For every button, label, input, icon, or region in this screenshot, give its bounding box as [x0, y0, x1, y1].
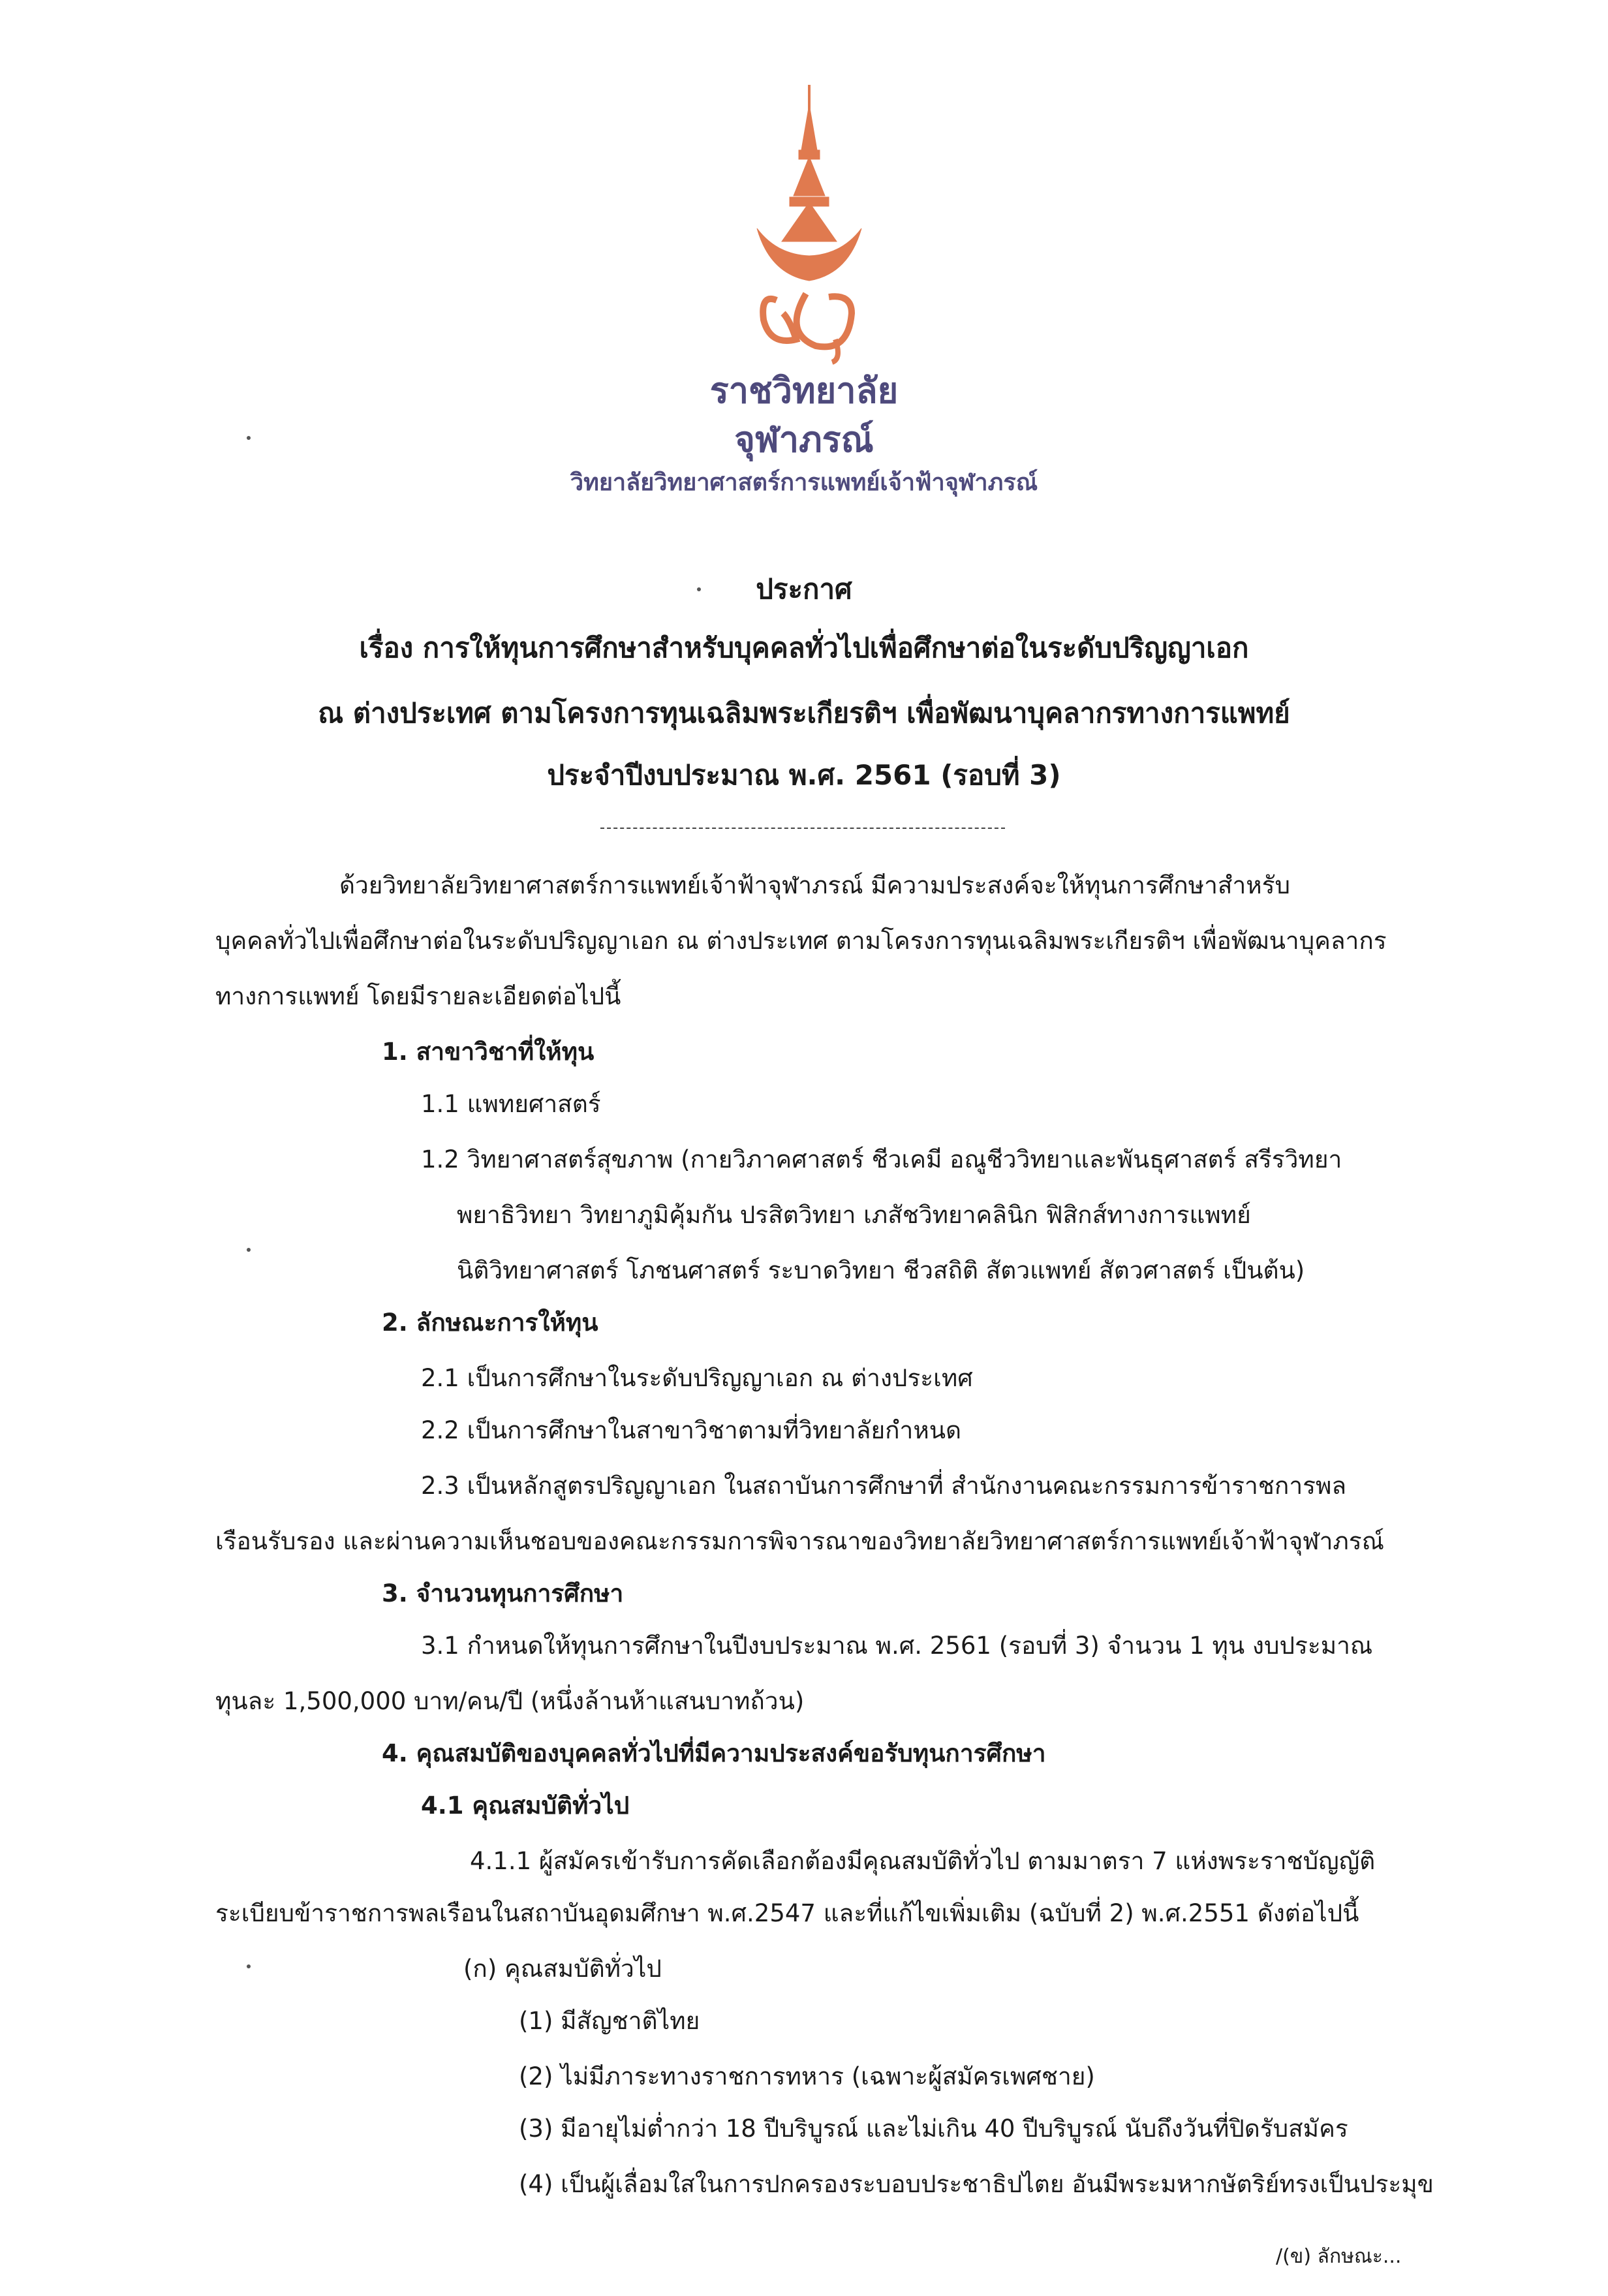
announcement-subject-line2: ณ ต่างประเทศ ตามโครงการทุนเฉลิมพระเกียรติฯ เพื่อพัฒนาบุคลากรทางการแพทย์	[318, 697, 1290, 729]
section2-item3-line1: 2.3 เป็นหลักสูตรปริญญาเอก ในสถาบันการศึกษาที่ สำนักงานคณะกรรมการข้าราชการพล	[421, 1472, 1347, 1500]
qualification-item1: (1) มีสัญชาติไทย	[519, 2007, 700, 2035]
section3-item1-line2: ทุนละ 1,500,000 บาท/คน/ปี (หนึ่งล้านห้าแสนบาทถ้วน)	[215, 1687, 805, 1715]
qualification-group-a: (ก) คุณสมบัติทั่วไป	[463, 1955, 662, 1983]
section1-item2-line1: 1.2 วิทยาศาสตร์สุขภาพ (กายวิภาคศาสตร์ ชีวเคมี อณูชีววิทยาและพันธุศาสตร์ สรีรวิทยา	[421, 1145, 1342, 1173]
scan-speck	[247, 1248, 251, 1252]
section3-title: 3. จำนวนทุนการศึกษา	[382, 1579, 624, 1607]
section1-item2-line3: นิติวิทยาศาสตร์ โภชนศาสตร์ ระบาดวิทยา ชีวสถิติ สัตวแพทย์ สัตวศาสตร์ เป็นต้น)	[457, 1256, 1305, 1284]
institution-name-line2: จุฬาภรณ์	[734, 419, 874, 460]
separator	[600, 828, 1005, 829]
intro-line1: ด้วยวิทยาลัยวิทยาศาสตร์การแพทย์เจ้าฟ้าจุฬาภรณ์ มีความประสงค์จะให้ทุนการศึกษาสำหรับ	[339, 871, 1290, 899]
section4-subtitle: 4.1 คุณสมบัติทั่วไป	[421, 1792, 630, 1820]
scan-speck	[697, 587, 701, 591]
section4-para1-line2: ระเบียบข้าราชการพลเรือนในสถาบันอุดมศึกษา พ.ศ.2547 และที่แก้ไขเพิ่มเติม (ฉบับที่ 2) พ.ศ.2551 ดังต่อไปนี้	[215, 1899, 1359, 1927]
section4-para1-line1: 4.1.1 ผู้สมัครเข้ารับการคัดเลือกต้องมีคุณสมบัติทั่วไป ตามมาตรา 7 แห่งพระราชบัญญัติ	[470, 1847, 1376, 1875]
section3-item1-line1: 3.1 กำหนดให้ทุนการศึกษาในปีงบประมาณ พ.ศ. 2561 (รอบที่ 3) จำนวน 1 ทุน งบประมาณ	[421, 1632, 1373, 1660]
college-name: วิทยาลัยวิทยาศาสตร์การแพทย์เจ้าฟ้าจุฬาภรณ์	[570, 469, 1038, 496]
intro-line2: บุคคลทั่วไปเพื่อศึกษาต่อในระดับปริญญาเอก ณ ต่างประเทศ ตามโครงการทุนเฉลิมพระเกียรติฯ เพื่อพัฒนาบุคลากร	[215, 927, 1387, 955]
next-page-marker: /(ข) ลักษณะ...	[1276, 2245, 1402, 2268]
qualification-item2: (2) ไม่มีภาระทางราชการทหาร (เฉพาะผู้สมัครเพศชาย)	[519, 2062, 1095, 2090]
college-emblem	[744, 78, 874, 365]
scan-speck	[247, 436, 251, 440]
intro-line3: ทางการแพทย์ โดยมีรายละเอียดต่อไปนี้	[215, 982, 621, 1010]
announcement-subject-line3: ประจำปีงบประมาณ พ.ศ. 2561 (รอบที่ 3)	[547, 759, 1061, 791]
section1-item2-line2: พยาธิวิทยา วิทยาภูมิคุ้มกัน ปรสิตวิทยา เภสัชวิทยาคลินิก ฟิสิกส์ทางการแพทย์	[457, 1201, 1251, 1229]
scan-speck	[247, 1964, 251, 1968]
section2-item2: 2.2 เป็นการศึกษาในสาขาวิชาตามที่วิทยาลัยกำหนด	[421, 1416, 962, 1444]
section2-item1: 2.1 เป็นการศึกษาในระดับปริญญาเอก ณ ต่างประเทศ	[421, 1364, 973, 1392]
qualification-item4: (4) เป็นผู้เลื่อมใสในการปกครองระบอบประชาธิปไตย อันมีพระมหากษัตริย์ทรงเป็นประมุข	[519, 2170, 1434, 2198]
announcement-subject-line1: เรื่อง การให้ทุนการศึกษาสำหรับบุคคลทั่วไปเพื่อศึกษาต่อในระดับปริญญาเอก	[359, 632, 1249, 664]
section1-title: 1. สาขาวิชาที่ให้ทุน	[382, 1038, 595, 1066]
announcement-label: ประกาศ	[756, 573, 852, 605]
institution-name-line1: ราชวิทยาลัย	[709, 370, 899, 411]
section2-item3-line2: เรือนรับรอง และผ่านความเห็นชอบของคณะกรรมการพิจารณาของวิทยาลัยวิทยาศาสตร์การแพทย์เจ้าฟ้าจุฬาภรณ์	[215, 1527, 1384, 1555]
qualification-item3: (3) มีอายุไม่ต่ำกว่า 18 ปีบริบูรณ์ และไม่เกิน 40 ปีบริบูรณ์ นับถึงวันที่ปิดรับสมัคร	[519, 2115, 1348, 2143]
section1-item1: 1.1 แพทยศาสตร์	[421, 1090, 601, 1118]
section4-title: 4. คุณสมบัติของบุคคลทั่วไปที่มีความประสงค์ขอรับทุนการศึกษา	[382, 1739, 1046, 1767]
section2-title: 2. ลักษณะการให้ทุน	[382, 1309, 598, 1337]
